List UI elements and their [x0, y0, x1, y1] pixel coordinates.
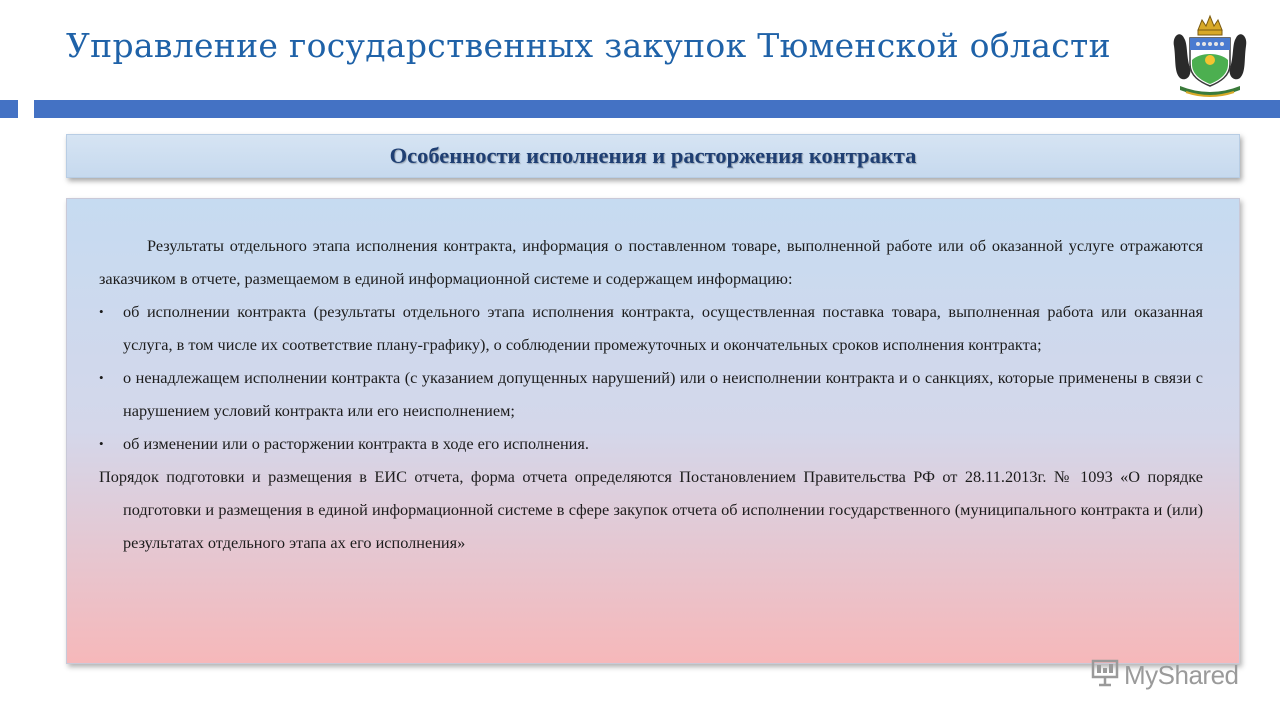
list-item: [99, 427, 1203, 460]
content-panel: [66, 198, 1240, 664]
header-bar-notch: [18, 100, 34, 118]
tyumen-coat-of-arms-icon: [1168, 12, 1252, 100]
bullet-icon: •: [99, 304, 104, 319]
page-title: Управление государственных закупок Тюменской области: [66, 26, 1111, 65]
regulation-paragraph: Порядок подготовки и размещения в ЕИС отчета, форма отчета определяются Постановлением Правительства РФ от 28.11.2013г. № 1093 «О порядке подготовки и размещения в единой информационной системе в сфере закупок отчета об исполнении государственного (муниципального контракта и (или) результатах отдельного этапа ах его исполнения»: [99, 467, 1203, 552]
section-title-banner: [66, 134, 1240, 178]
info-bullet-list: [99, 295, 1203, 460]
bullet-text: об исполнении контракта (результаты отдельного этапа исполнения контракта, осуществленная поставка товара, выполненная работа или оказанная услуга, в том числе их соответствие плану-графику), о соблюдении промежуточных и окончательных сроков исполнения контракта;: [123, 302, 1203, 354]
intro-paragraph: Результаты отдельного этапа исполнения контракта, информация о поставленном товаре, выполненной работе или об оказанной услуге отражаются заказчиком в отчете, размещаемом в единой информационной системе и содержащем информацию:: [99, 236, 1203, 288]
section-title: Особенности исполнения и расторжения контракта: [389, 143, 917, 168]
bullet-text: о ненадлежащем исполнении контракта (с указанием допущенных нарушений) или о неисполнении контракта и о санкциях, которые применены в связи с нарушением условий контракта или его неисполнением;: [123, 368, 1203, 420]
bullet-icon: •: [99, 370, 104, 385]
watermark-text: MyShared: [1124, 659, 1239, 690]
bullet-icon: •: [99, 436, 104, 451]
watermark: [1090, 658, 1250, 692]
bullet-text: об изменении или о расторжении контракта в ходе его исполнения.: [123, 434, 589, 453]
presentation-board-icon: [1090, 658, 1120, 692]
list-item: [99, 295, 1203, 361]
list-item: [99, 361, 1203, 427]
header-accent-bar: [0, 100, 1280, 118]
